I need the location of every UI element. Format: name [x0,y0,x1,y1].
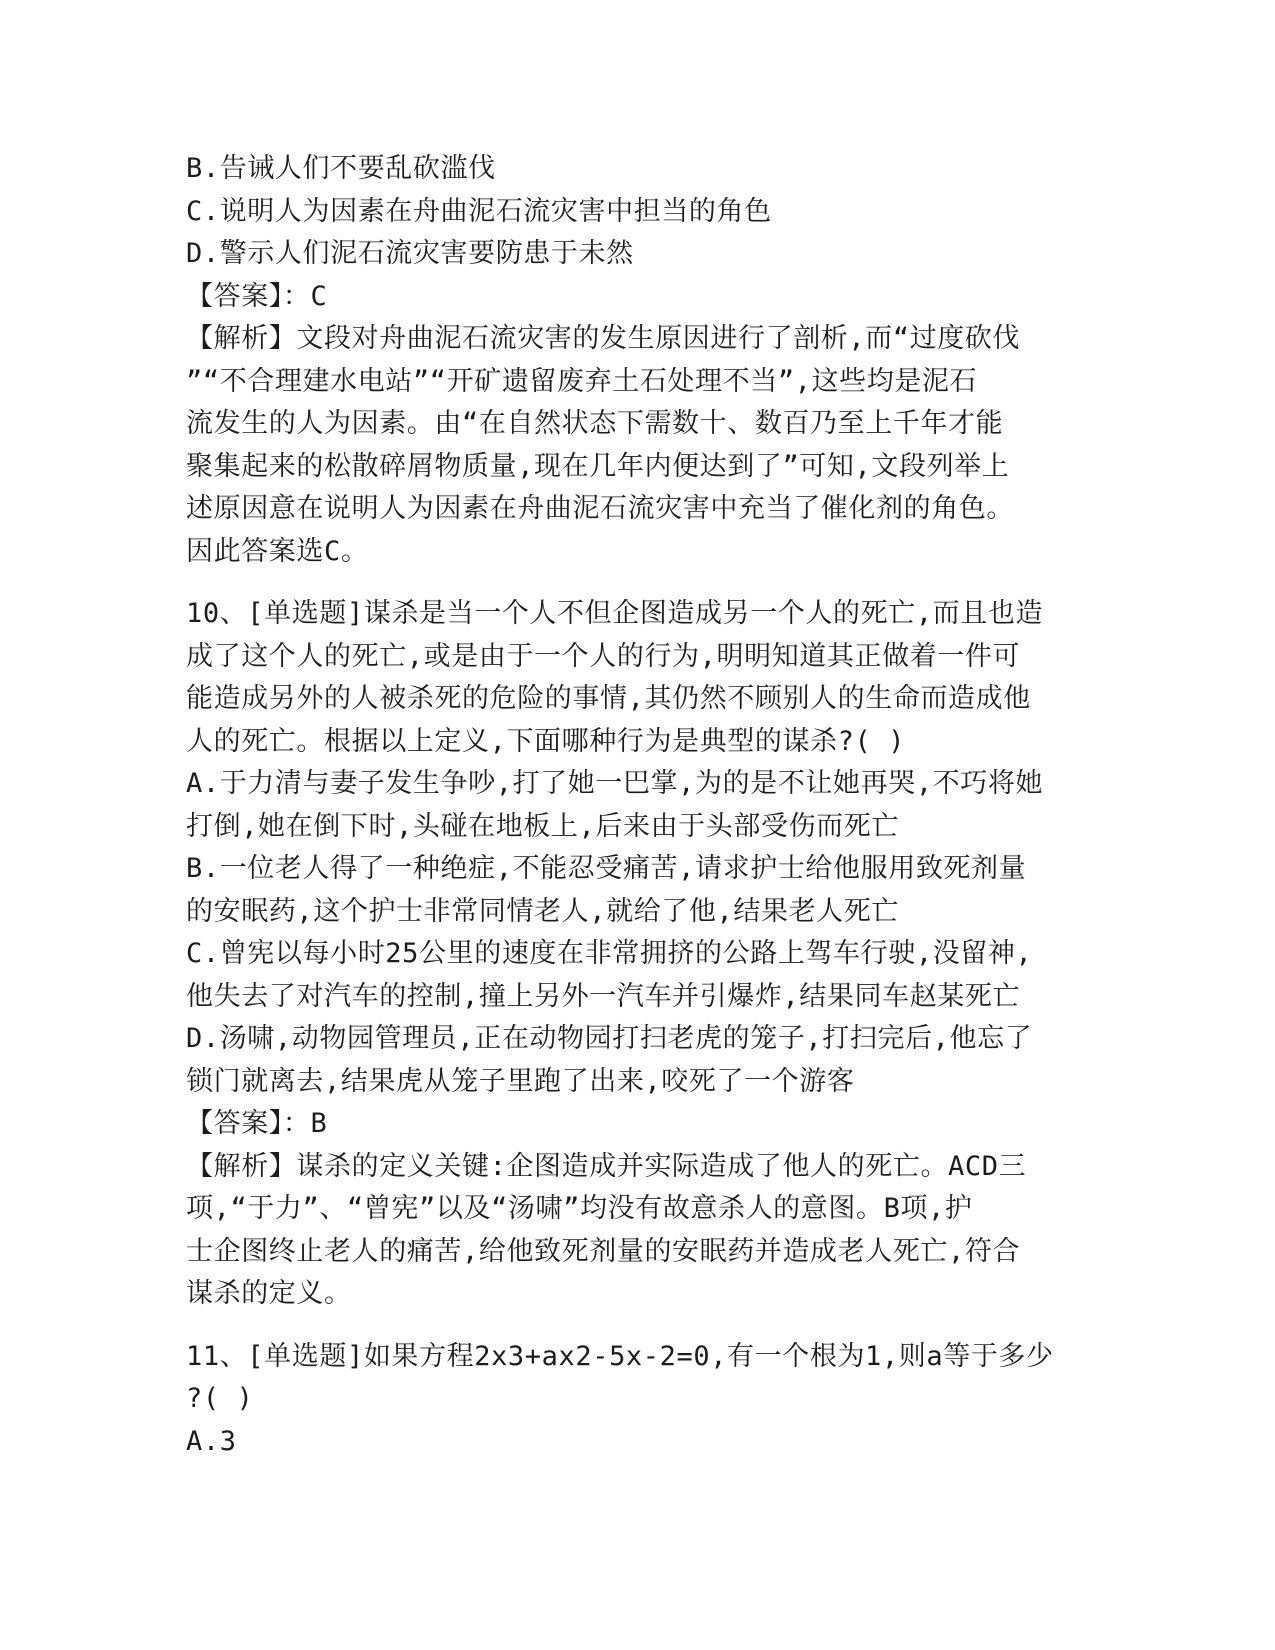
q10-option-b-line: B.一位老人得了一种绝症,不能忍受痛苦,请求护士给他服用致死剂量 [186,853,1027,884]
q10-option-a-line: 打倒,她在倒下时,头碰在地板上,后来由于头部受伤而死亡 [186,810,899,842]
paragraph-gap [186,1316,1086,1336]
q10-option-b-line: 的安眠药,这个护士非常同情老人,就给了他,结果老人死亡 [186,895,899,927]
q9-analysis-line: 因此答案选C。 [186,535,369,567]
q9-option-b: B.告诫人们不要乱砍滥伐 [186,153,496,184]
q10-stem-line: 成了这个人的死亡,或是由于一个人的行为,明明知道其正做着一件可 [186,640,1021,672]
q10-option-d-line: 锁门就离去,结果虎从笼子里跑了出来,咬死了一个游客 [186,1065,855,1097]
q10-analysis-line: 士企图终止老人的痛苦,给他致死剂量的安眠药并造成老人死亡,符合 [186,1235,1021,1267]
q11-option-a: A.3 [186,1425,237,1457]
q9-answer: 【答案】：C [186,280,328,312]
q9-analysis-line: 流发生的人为因素。由“在自然状态下需数十、数百乃至上千年才能 [186,408,1004,439]
document-body [186,148,1086,1463]
q10-option-c-line: C.曾宪以每小时25公里的速度在非常拥挤的公路上驾车行驶,没留神, [186,938,1033,969]
q9-analysis-line: 【解析】文段对舟曲泥石流灾害的发生原因进行了剖析,而“过度砍伐 [186,323,1021,354]
q9-analysis-line: 聚集起来的松散碎屑物质量,现在几年内便达到了”可知,文段列举上 [186,450,1010,482]
q10-analysis-line: 【解析】谋杀的定义关键:企图造成并实际造成了他人的死亡。ACD三 [186,1150,1027,1182]
q10-stem-line: 能造成另外的人被杀死的危险的事情,其仍然不顾别人的生命而造成他 [186,683,1031,714]
paragraph-gap [186,573,1086,593]
q9-analysis-line: ”“不合理建水电站”“开矿遗留废弃土石处理不当”,这些均是泥石 [186,365,978,397]
q10-answer: 【答案】：B [186,1108,328,1139]
q10-analysis-line: 谋杀的定义。 [186,1278,352,1309]
q11-stem-line: ?( ) [186,1383,254,1414]
q10-analysis-line: 项,“于力”、“曾宪”以及“汤啸”均没有故意杀人的意图。B项,护 [186,1193,973,1224]
q10-option-d-line: D.汤啸,动物园管理员,正在动物园打扫老虎的笼子,打扫完后,他忘了 [186,1023,1033,1054]
q9-option-c: C.说明人为因素在舟曲泥石流灾害中担当的角色 [186,195,772,227]
q9-analysis-line: 述原因意在说明人为因素在舟曲泥石流灾害中充当了催化剂的角色。 [186,493,1014,524]
q11-stem-line: 11、[单选题]如果方程2x3+ax2-5x-2=0,有一个根为1,则a等于多少 [186,1340,1054,1372]
q10-option-a-line: A.于力清与妻子发生争吵,打了她一巴掌,为的是不让她再哭,不巧将她 [186,768,1044,799]
q10-option-c-line: 他失去了对汽车的控制,撞上另外一汽车并引爆炸,结果同车赵某死亡 [186,980,1021,1012]
q9-option-d: D.警示人们泥石流灾害要防患于未然 [186,238,634,269]
q10-stem-line: 10、[单选题]谋杀是当一个人不但企图造成另一个人的死亡,而且也造 [186,598,1044,629]
q10-stem-line: 人的死亡。根据以上定义,下面哪种行为是典型的谋杀?( ) [186,725,906,757]
